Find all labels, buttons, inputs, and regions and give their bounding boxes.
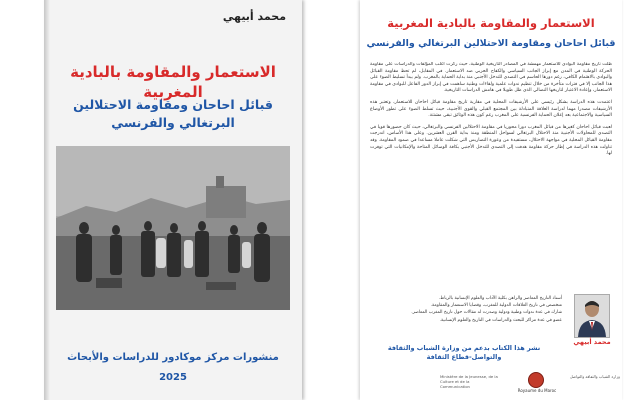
front-title: الاستعمار والمقاومة بالبادية المغربية	[70, 63, 276, 101]
author-portrait-icon	[575, 295, 609, 337]
front-subtitle: قبائل احاحان ومقاومة الاحتلالين البرتغالي والفرنسي	[73, 97, 273, 130]
blurb-paragraph-1: ظلت تاريخ مقاومة البوادي للاستعمار مهمشة في المصادر التاريخية الوطنية، حيث ركزت أغلب المؤلفات والدراسات على مقاومة الحركة الوطنية في المدن مع إبراز الجانب السياسي والكفاح الحزبي ضد الاستعمار. في المقابل، لم تحظ مقاومة القبائل والبوادي بالاهتمام الكافي، رغم دورها الحاسم في التصدي للتدخل الأجنبي منذ بداية الحماية بالمغرب. ولم يبدأ تسليط الضوء على هذا الجانب إلا في فترات متأخرة من خلال تنظيم ندوات علمية ولقاءات وطنية ساهمت في إبراز الدور الفاعل للبوادي في مقاومة الاستعمار، وإعادة الاعتبار لتاريخها النضالي الذي ظل طويلا في هامش الدراسات التاريخية.	[370, 62, 612, 94]
historical-photo	[56, 146, 290, 310]
blurb-paragraph-2: اعتمدت هذه الدراسة بشكل رئيسي على الأرشيفات المحلية في مقاربة تاريخ مقاومة قبائل احاحان للاستعمار، وتعتبر هذه الأرشيفات مصدرا مهما لدراسة العلاقة المتبادلة بين المجتمع القبلي والقوى الأجنبية، حيث تسلط الضوء على تطور الأوضاع السياسية والاجتماعية بعد إعلان الحماية الفرنسية على المغرب رغم كون هذه الوثائق تبقى مشتتة.	[370, 99, 612, 119]
back-cover	[360, 0, 622, 400]
front-author-name: محمد أبيهي	[222, 10, 286, 23]
spine-shadow	[44, 0, 50, 400]
bio-line: عضو في عدة مراكز للبحث والدراسات في التاريخ والعلوم الإنسانية.	[439, 317, 562, 323]
ministry-name-fr: Ministère de la Jeunesse, de la Culture et de la Communication	[440, 374, 498, 389]
back-title: الاستعمار والمقاومة بالبادية المغربية	[387, 16, 595, 30]
ministry-name-ar: وزارة الشباب والثقافة والتواصل	[569, 374, 620, 379]
author-photo-caption: محمد أبيهي	[573, 338, 611, 346]
support-line-2: والتواصل-قطاع الثقافة	[426, 353, 502, 361]
front-cover	[44, 0, 302, 400]
front-publisher: منشورات مركز موكادور للدراسات والأبحاث	[67, 352, 279, 363]
blurb-paragraph-3: لعبت قبائل احاحان كغيرها من قبائل المغرب دورا محوريا في مقاومة الاحتلالين الفرنسي والبرتغالي، حيث كان حضورها قويا في التصدي للمحاولات الأجنبية منذ الاحتلال البرتغالي لسواحل المنطقة ومنذ بداية القرن العشرين. وعلى هذا الأساس، اندرجت مقاومة القبائل المحلية في مواجهة الاحتلال، مستفيدة من وعورة التضاريس التي شكلت عاملا مساعدا في صمود المقاومة. وقد تناولت هذه الدراسة في إطار حركة مقاومة هدفت إلى التصدي للتدخل الأجنبي بكافة الوسائل المتاحة والإمكانيات التي توفرت لها.	[370, 124, 612, 157]
back-blurb	[370, 62, 612, 288]
bio-line: متخصص في تاريخ العلاقات الدولية للمغرب، وقضايا الاستعمار والمقاومة.	[430, 303, 562, 309]
royal-emblem-icon	[528, 372, 544, 388]
front-year: 2025	[159, 372, 187, 383]
support-line-1: نشر هذا الكتاب بدعم من وزارة الشباب والثقافة	[387, 344, 541, 352]
historical-photo-illustration	[56, 146, 290, 310]
bio-line: شارك في عدة ندوات وطنية ودولية وصدرت له مقالات حول تاريخ المغرب المعاصر.	[411, 310, 562, 316]
back-subtitle: قبائل احاحان ومقاومة الاحتلالين البرتغالي والفرنسي	[366, 38, 616, 49]
ministry-logo	[440, 372, 620, 396]
bio-line: أستاذ التاريخ المعاصر والراهن بكلية الآداب والعلوم الإنسانية بالرباط.	[438, 296, 562, 301]
author-bio	[374, 296, 562, 325]
author-photo	[574, 294, 610, 338]
support-statement	[366, 344, 562, 362]
kingdom-label: Royaume du Maroc	[517, 388, 557, 393]
